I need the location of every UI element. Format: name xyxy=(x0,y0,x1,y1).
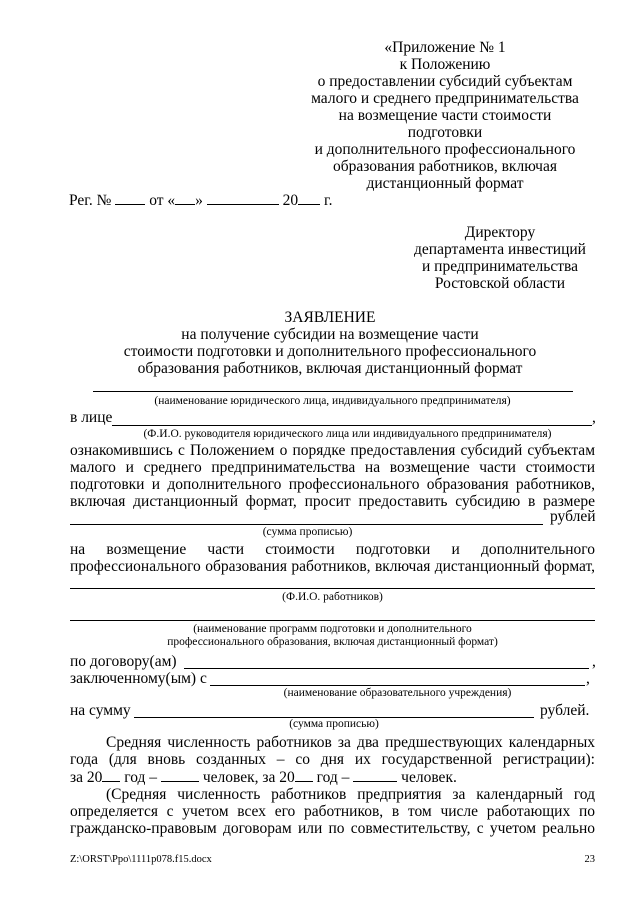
contract-comma: , xyxy=(592,653,596,670)
hint-sum2: (сумма прописью) xyxy=(289,718,379,730)
hint-fio-workers: (Ф.И.О. работников) xyxy=(282,591,383,603)
para2 xyxy=(70,786,595,837)
year1-field[interactable] xyxy=(102,768,120,782)
addressee-block xyxy=(405,224,595,292)
institution-field[interactable] xyxy=(210,685,585,686)
programs-field[interactable] xyxy=(70,620,595,621)
heading-title: ЗАЯВЛЕНИЕ xyxy=(284,309,376,326)
reg-year-suffix: г. xyxy=(324,192,333,209)
reg-from: от « xyxy=(149,192,176,209)
head-fio-field[interactable] xyxy=(112,425,592,426)
concluded-comma: , xyxy=(586,670,590,687)
body-line: ознакомившись с Положением о порядке предоставления субсидий субъектам xyxy=(70,442,595,459)
body2-line: на возмещение части стоимости подготовки и дополнительного xyxy=(70,541,595,558)
addressee-line: департамента инвестиций xyxy=(414,241,586,258)
body-line: включая дистанционный формат, просит предоставить субсидию в размере xyxy=(70,493,595,510)
para2-line: гражданско-правовым договорам или по совместительству, с учетом реально xyxy=(70,820,595,837)
hint-programs-line: (наименование программ подготовки и дополнительного xyxy=(193,623,472,635)
appendix-line: и дополнительного профессионального xyxy=(314,141,576,158)
heading-sub: образования работников, включая дистанционный формат xyxy=(137,360,523,377)
amount-label: на сумму xyxy=(70,702,131,719)
year-word: год – xyxy=(124,769,158,786)
addressee-line: и предпринимательства xyxy=(422,258,578,275)
year2-field[interactable] xyxy=(295,768,313,782)
rubles-label: рублей xyxy=(550,508,596,525)
reg-month-field[interactable] xyxy=(207,191,279,205)
count1-field[interactable] xyxy=(161,768,199,782)
appendix-block xyxy=(300,39,590,192)
registration-line xyxy=(69,191,333,209)
legal-name-field[interactable] xyxy=(93,391,573,392)
para1-line: Средняя численность работников за два предшествующих календарных xyxy=(106,734,595,751)
appendix-line: дистанционный формат xyxy=(366,175,524,192)
count2-field[interactable] xyxy=(353,768,397,782)
hint-sum: (сумма прописью) xyxy=(262,526,353,538)
concluded-label: заключенному(ым) с xyxy=(70,670,207,687)
appendix-line: на возмещение части стоимости подготовки xyxy=(338,107,552,141)
workers-fio-field[interactable] xyxy=(70,588,595,589)
para1 xyxy=(70,734,595,786)
para1-years xyxy=(70,768,595,786)
addressee-line: Директору xyxy=(464,224,536,241)
appendix-line: о предоставлении субсидий субъектам xyxy=(317,73,573,90)
comma: , xyxy=(592,409,596,426)
body2-paragraph xyxy=(70,541,595,575)
para1-line: года (для вновь созданных – со дня их государственной регистрации): xyxy=(70,751,595,768)
contract-label: по договору(ам) xyxy=(70,653,177,670)
hint-fio-head: (Ф.И.О. руководителя юридического лица или индивидуального предпринимателя) xyxy=(143,428,552,440)
hint-programs xyxy=(70,623,595,649)
year-word2: год – xyxy=(316,769,350,786)
para2-line: определяется с учетом всех его работников, в том числе работающих по xyxy=(70,803,595,820)
rubles-dot-label: рублей. xyxy=(540,702,590,719)
hint-institution: (наименование образовательного учреждения) xyxy=(283,687,512,699)
in-person-label: в лице xyxy=(70,409,113,426)
body-line: малого и среднего предпринимательства на возмещение части стоимости xyxy=(70,459,595,476)
people-label: человек, за 20 xyxy=(202,769,295,786)
heading-block xyxy=(70,309,590,377)
reg-close-quote: » xyxy=(195,192,203,209)
reg-year-prefix: 20 xyxy=(282,192,299,209)
page-number: 23 xyxy=(584,854,595,865)
reg-day-field[interactable] xyxy=(175,191,195,205)
reg-prefix: Рег. № xyxy=(69,192,112,209)
body2-line: профессионального образования работников, включая дистанционный формат, xyxy=(70,558,595,575)
hint-legal: (наименование юридического лица, индивидуального предпринимателя) xyxy=(154,395,511,407)
subsidy-amount-field[interactable] xyxy=(70,524,543,525)
reg-number-field[interactable] xyxy=(115,191,145,205)
heading-sub: стоимости подготовки и дополнительного профессионального xyxy=(123,343,537,360)
reg-year-field[interactable] xyxy=(298,191,320,205)
heading-sub: на получение субсидии на возмещение части xyxy=(181,326,479,343)
para2-line: (Средняя численность работников предприятия за календарный год xyxy=(106,786,595,803)
appendix-line: к Положению xyxy=(399,56,491,73)
hint-programs-line: профессионального образования, включая дистанционный формат) xyxy=(167,636,498,648)
appendix-line: «Приложение № 1 xyxy=(384,39,506,56)
contract-field[interactable] xyxy=(184,668,589,669)
appendix-line: образования работников, включая xyxy=(332,158,557,175)
body-line: подготовки и дополнительного профессионального образования работников, xyxy=(70,476,595,493)
appendix-line: малого и среднего предпринимательства xyxy=(311,90,579,107)
year-label: за 20 xyxy=(70,769,103,786)
people-end: человек. xyxy=(401,769,457,786)
addressee-line: Ростовской области xyxy=(434,275,566,292)
body-paragraph xyxy=(70,442,595,510)
footer-path: Z:\ORST\Ppo\1111p078.f15.docx xyxy=(70,854,212,865)
